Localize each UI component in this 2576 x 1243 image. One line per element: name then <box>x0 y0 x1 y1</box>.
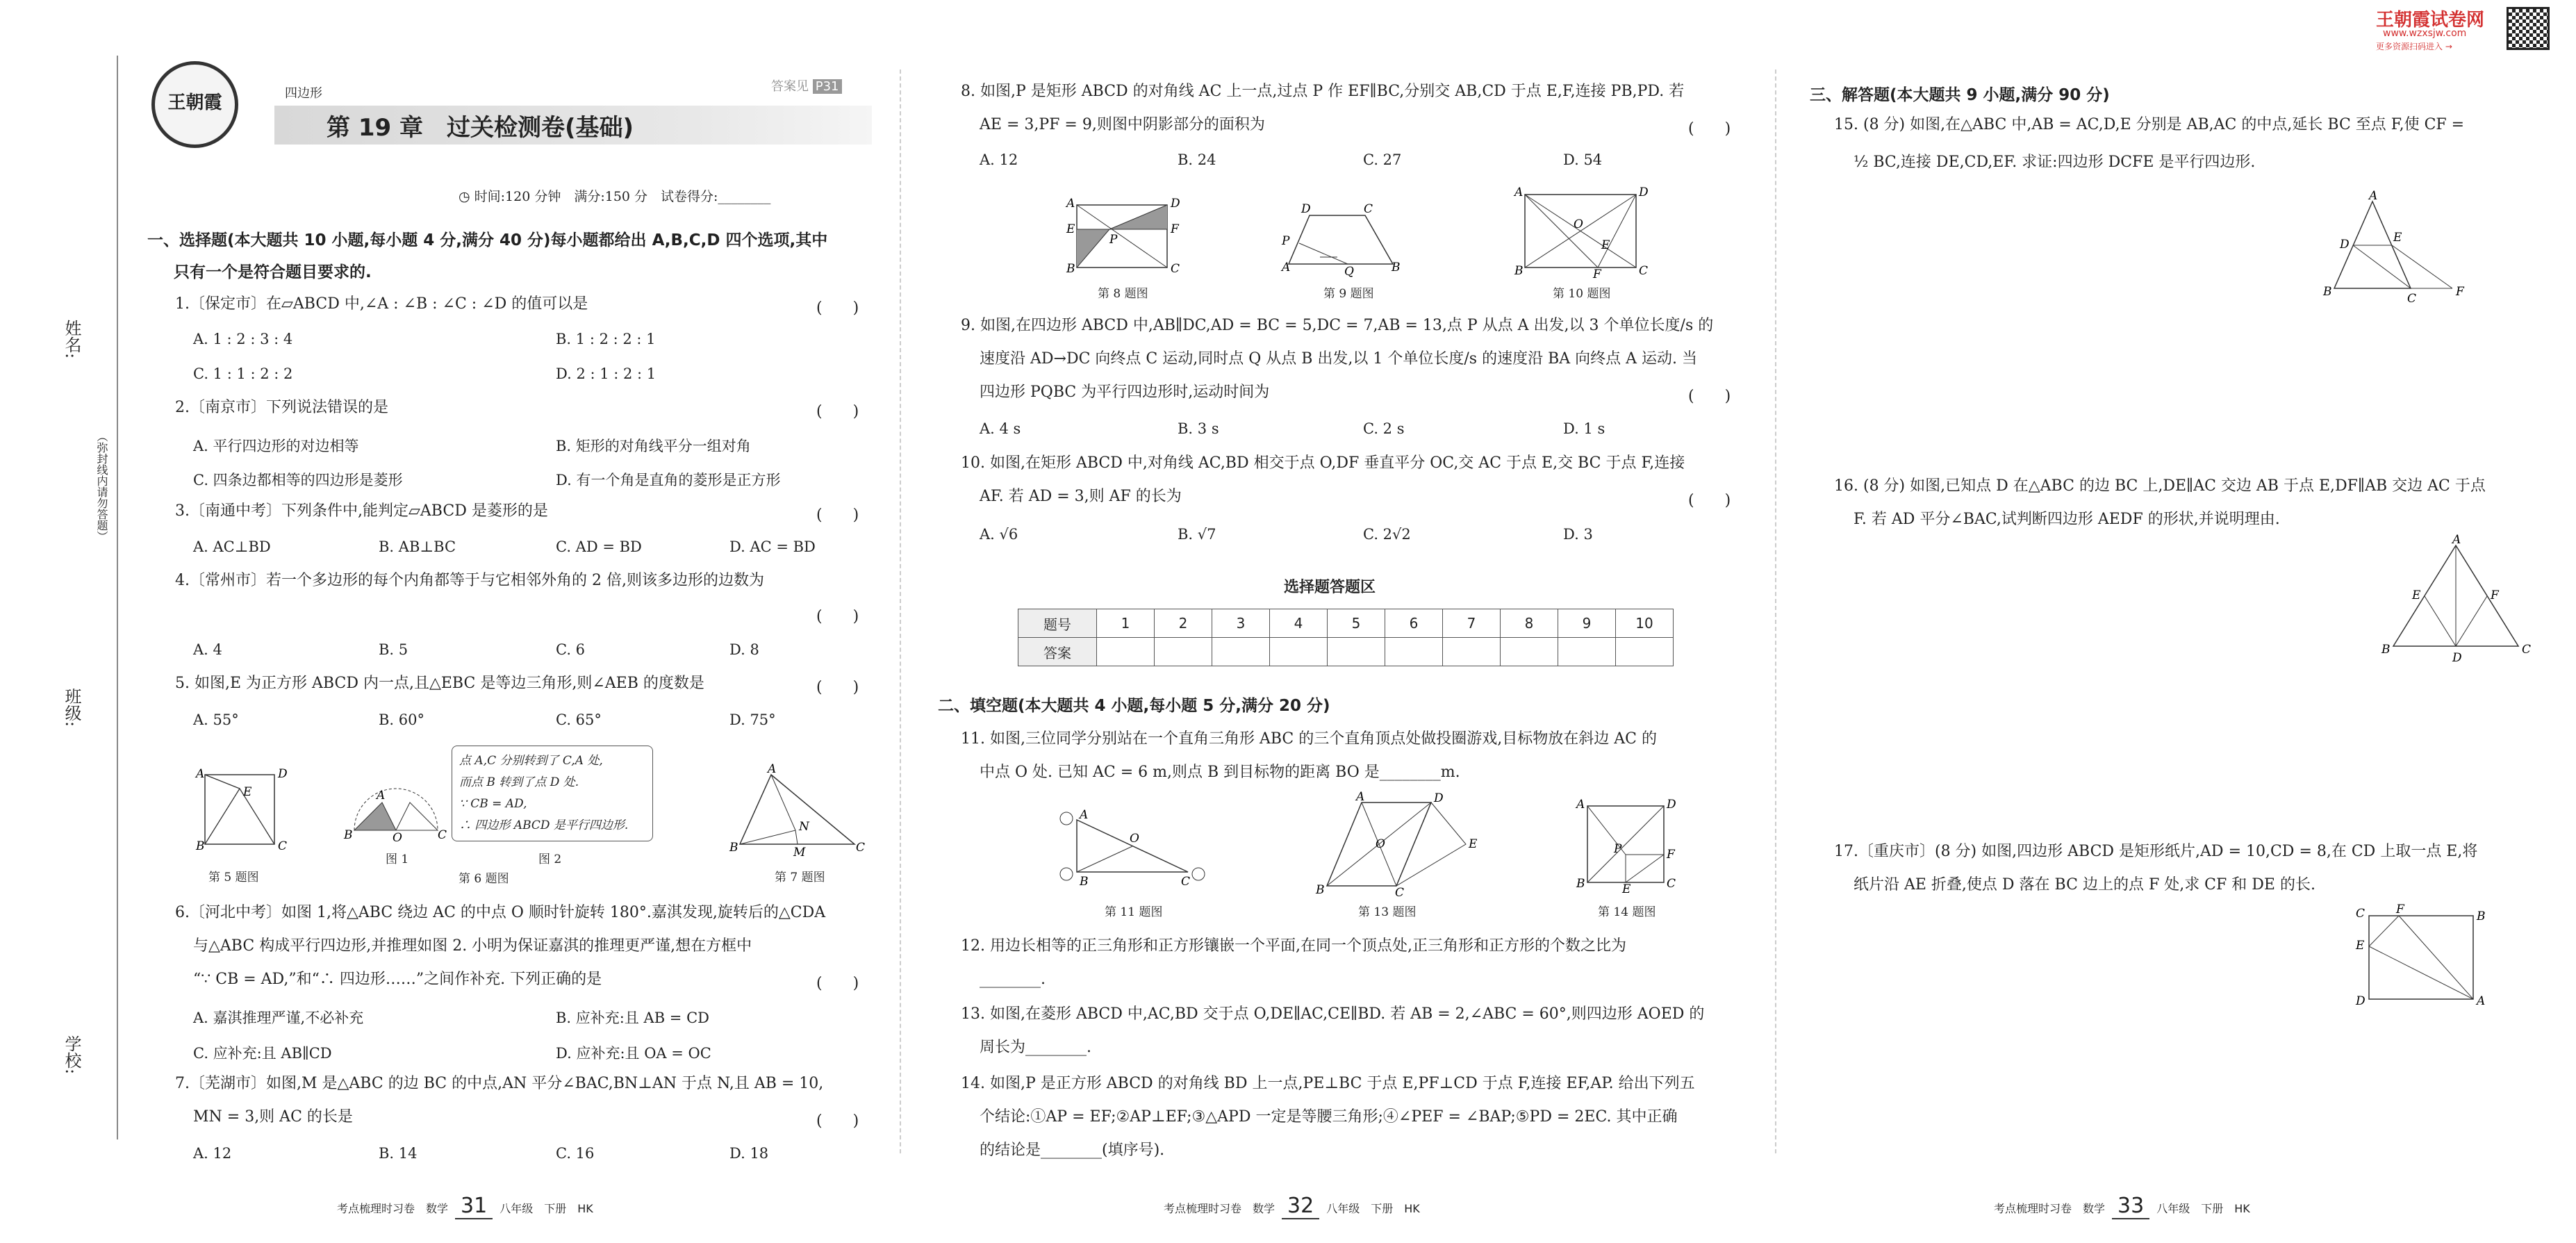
footer-right: 八年级 下册 HK <box>2156 1202 2250 1215</box>
site-tip: 更多资源扫码进入 → <box>2376 42 2452 51</box>
site-name: 王朝霞试卷网 <box>2376 10 2485 31</box>
footer-left: 考点梳理时习卷 数学 <box>1164 1202 1275 1215</box>
svg-text:D: D <box>1667 798 1676 812</box>
question-14-cont2: 的结论是________(填序号). <box>980 1142 1165 1159</box>
question-13-cont: 周长为________. <box>980 1039 1091 1056</box>
q6-option-a: A. 嘉淇推理严谨,不必补充 <box>193 1010 364 1026</box>
answer-cell[interactable] <box>1385 638 1443 666</box>
svg-text:E: E <box>2356 939 2365 953</box>
figure-q8 <box>1066 195 1184 281</box>
q9-option-a: A. 4 s <box>980 420 1021 437</box>
svg-text:B: B <box>1392 261 1401 274</box>
svg-text:C: C <box>1667 877 1676 891</box>
q7-option-b: B. 14 <box>379 1145 418 1162</box>
box-line-3: ∵ CB = AD, <box>459 797 527 811</box>
svg-text:F: F <box>2456 285 2464 299</box>
question-14: 14. 如图,P 是正方形 ABCD 的对角线 BD 上一点,PE⊥BC 于点 E,PF⊥CD 于点 F,连接 EF,AP. 给出下列五 <box>961 1075 1695 1092</box>
section-choice-heading: 一、选择题(本大题共 10 小题,每小题 4 分,满分 40 分)每小题都给出 A,B,C,D 四个选项,其中 <box>147 231 828 249</box>
answer-num: 1 <box>1097 609 1155 638</box>
question-16-cont: F. 若 AD 平分∠BAC,试判断四边形 AEDF 的形状,并说明理由. <box>1853 511 2280 528</box>
page-divider <box>1775 69 1776 1153</box>
svg-text:E: E <box>1469 837 1478 851</box>
question-9: 9. 如图,在四边形 ABCD 中,AB∥DC,AD = BC = 5,DC = 7,AB = 13,点 P 从点 A 出发,以 3 个单位长度/s 的 <box>961 317 1714 334</box>
section-fill-heading: 二、填空题(本大题共 4 小题,每小题 5 分,满分 20 分) <box>938 697 1330 715</box>
question-15: 15. (8 分) 如图,在△ABC 中,AB = AC,D,E 分别是 AB,AC 的中点,延长 BC 至点 F,使 CF = <box>1834 116 2465 133</box>
page-number: 32 <box>1282 1194 1319 1219</box>
svg-text:A: A <box>2452 533 2461 547</box>
svg-text:E: E <box>2412 588 2421 602</box>
page-divider <box>900 69 901 1153</box>
caption-f7: 第 7 题图 <box>775 871 825 884</box>
svg-text:B: B <box>1066 262 1075 276</box>
svg-text:E: E <box>1601 238 1610 252</box>
svg-text:B: B <box>344 828 353 842</box>
svg-text:O: O <box>393 831 402 845</box>
question-5: 5. 如图,E 为正方形 ABCD 内一点,且△EBC 是等边三角形,则∠AEB 的度数是 <box>175 675 704 692</box>
qr-code-icon[interactable] <box>2507 7 2550 50</box>
answer-paren: ( ) <box>816 507 859 524</box>
question-6-cont2: “∵ CB = AD,”和“∴ 四边形……”之间作补充. 下列正确的是 <box>193 971 602 988</box>
svg-text:D: D <box>1639 186 1649 199</box>
answer-row-head: 答案 <box>1018 638 1097 666</box>
q1-option-b: B. 1 : 2 : 2 : 1 <box>556 331 656 347</box>
question-11: 11. 如图,三位同学分别站在一个直角三角形 ABC 的三个直角顶点处做投圈游戏,目标物放在斜边 AC 的 <box>961 730 1657 748</box>
box-line-1: 点 A,C 分别转到了 C,A 处, <box>459 754 603 768</box>
footer-left: 考点梳理时习卷 数学 <box>1994 1202 2106 1215</box>
brand-name: 王朝霞 <box>167 92 222 113</box>
q9-option-b: B. 3 s <box>1178 420 1219 437</box>
q8-option-c: C. 27 <box>1363 151 1402 168</box>
svg-text:B: B <box>1514 264 1524 278</box>
answer-paren: ( ) <box>816 1112 859 1130</box>
answer-area-title: 选择题答题区 <box>1284 579 1376 596</box>
answer-ref-text: 答案见 <box>771 79 809 94</box>
svg-text:Q: Q <box>1344 265 1354 279</box>
binding-line <box>117 56 118 1139</box>
q1-option-c: C. 1 : 1 : 2 : 2 <box>193 365 293 382</box>
answer-paren: ( ) <box>1688 388 1731 405</box>
question-10: 10. 如图,在矩形 ABCD 中,对角线 AC,BD 相交于点 O,DF 垂直平分 OC,交 AC 于点 E,交 BC 于点 F,连接 <box>961 454 1685 472</box>
caption-f6a: 图 1 <box>386 853 409 866</box>
svg-text:C: C <box>438 828 447 842</box>
q5-option-d: D. 75° <box>729 711 776 728</box>
q8-option-a: A. 12 <box>980 151 1018 168</box>
svg-text:D: D <box>1434 791 1444 805</box>
q8-option-d: D. 54 <box>1563 151 1603 168</box>
answer-cell[interactable] <box>1270 638 1328 666</box>
class-label: 班级: <box>62 688 81 727</box>
svg-text:C: C <box>1395 886 1405 900</box>
svg-text:M: M <box>793 846 806 859</box>
answer-cell[interactable] <box>1097 638 1155 666</box>
figure-q17 <box>2352 903 2491 1017</box>
figure-q9 <box>1282 201 1421 281</box>
svg-text:F: F <box>1171 222 1179 236</box>
section-solve-heading: 三、解答题(本大题共 9 小题,满分 90 分) <box>1810 86 2110 104</box>
answer-num: 4 <box>1270 609 1328 638</box>
q3-option-a: A. AC⊥BD <box>193 538 271 555</box>
answer-paren: ( ) <box>816 975 859 992</box>
question-11-cont: 中点 O 处. 已知 AC = 6 m,则点 B 到目标物的距离 BO 是________m. <box>980 764 1460 781</box>
q10-option-b: B. √7 <box>1178 526 1216 543</box>
svg-text:N: N <box>799 820 809 834</box>
question-17: 17.〔重庆市〕(8 分) 如图,四边形 ABCD 是矩形纸片,AD = 10,CD = 8,在 CD 上取一点 E,将 <box>1834 843 2478 860</box>
svg-text:C: C <box>1181 875 1191 889</box>
svg-text:D: D <box>278 767 288 781</box>
chapter-tag: 四边形 <box>285 86 322 101</box>
footer-page-33 <box>1994 1194 2250 1218</box>
svg-text:D: D <box>1301 202 1311 216</box>
svg-text:A: A <box>196 767 205 781</box>
footer-page-32 <box>1164 1194 1420 1218</box>
svg-text:E: E <box>2393 231 2402 245</box>
answer-num: 10 <box>1616 609 1674 638</box>
answer-paren: ( ) <box>816 608 859 625</box>
exam-meta: ◷ 时间:120 分钟 满分:150 分 试卷得分:________ <box>459 189 771 204</box>
svg-text:A: A <box>2477 994 2486 1008</box>
q10-option-a: A. √6 <box>980 526 1018 543</box>
svg-text:C: C <box>2522 643 2532 657</box>
q2-option-c: C. 四条边都相等的四边形是菱形 <box>193 472 403 488</box>
question-4: 4.〔常州市〕若一个多边形的每个内角都等于与它相邻外角的 2 倍,则该多边形的边数为 <box>175 572 764 589</box>
q4-option-b: B. 5 <box>379 641 408 658</box>
question-6: 6.〔河北中考〕如图 1,将△ABC 绕边 AC 的中点 O 顺时针旋转 180°.嘉淇发现,旋转后的△CDA <box>175 904 826 921</box>
q4-option-a: A. 4 <box>193 641 222 658</box>
svg-text:F: F <box>1667 848 1675 862</box>
question-2: 2.〔南京市〕下列说法错误的是 <box>175 399 388 416</box>
svg-text:B: B <box>2381 643 2391 657</box>
question-8: 8. 如图,P 是矩形 ABCD 的对角线 AC 上一点,过点 P 作 EF∥BC,分别交 AB,CD 于点 E,F,连接 PB,PD. 若 <box>961 83 1685 100</box>
answer-table-row-numbers <box>1018 609 1674 638</box>
figure-q16 <box>2376 533 2532 670</box>
answer-paren: ( ) <box>1688 120 1731 138</box>
svg-text:B: B <box>1316 883 1325 897</box>
svg-text:C: C <box>1171 262 1180 276</box>
question-8-cont: AE = 3,PF = 9,则图中阴影部分的面积为 <box>980 116 1265 133</box>
figure-q14 <box>1574 796 1678 896</box>
q6-option-c: C. 应补充:且 AB∥CD <box>193 1045 332 1062</box>
figure-q7 <box>729 764 868 857</box>
page-number: 31 <box>455 1194 493 1219</box>
question-13: 13. 如图,在菱形 ABCD 中,AC,BD 交于点 O,DE∥AC,CE∥BD. 若 AB = 2,∠ABC = 60°,则四边形 AOED 的 <box>961 1005 1705 1023</box>
q10-option-d: D. 3 <box>1563 526 1593 543</box>
svg-text:A: A <box>1066 197 1075 211</box>
question-12-cont: ________. <box>980 971 1046 988</box>
answer-table-row-answers <box>1018 638 1674 666</box>
brand-logo <box>151 61 238 148</box>
q9-option-c: C. 2 s <box>1363 420 1405 437</box>
name-label: 姓名: <box>62 320 81 359</box>
svg-text:E: E <box>1066 222 1075 236</box>
svg-text:A: A <box>2369 189 2378 203</box>
svg-text:A: A <box>377 789 386 802</box>
answer-ref-page: P31 <box>813 79 842 94</box>
svg-text:B: B <box>1576 877 1585 891</box>
answer-cell[interactable] <box>1616 638 1674 666</box>
caption-f6b: 图 2 <box>538 853 562 866</box>
svg-text:A: A <box>768 762 777 776</box>
svg-text:C: C <box>278 839 288 853</box>
svg-text:F: F <box>1593 267 1601 281</box>
q6-option-b: B. 应补充:且 AB = CD <box>556 1010 709 1026</box>
answer-cell[interactable] <box>1155 638 1212 666</box>
section-choice-heading-cont: 只有一个是符合题目要求的. <box>174 263 372 281</box>
answer-cell[interactable] <box>1328 638 1385 666</box>
svg-text:C: C <box>2407 292 2417 306</box>
svg-text:D: D <box>2452 651 2462 665</box>
q7-option-a: A. 12 <box>193 1145 232 1162</box>
caption-f10: 第 10 题图 <box>1553 287 1611 301</box>
svg-text:C: C <box>1639 264 1649 278</box>
svg-text:B: B <box>2477 909 2486 923</box>
figure-q11 <box>1049 799 1209 899</box>
svg-text:A: A <box>1282 261 1291 274</box>
q10-option-c: C. 2√2 <box>1363 526 1411 543</box>
q2-option-a: A. 平行四边形的对边相等 <box>193 438 359 454</box>
svg-text:B: B <box>1080 875 1089 889</box>
question-15-cont: ½ BC,连接 DE,CD,EF. 求证:四边形 DCFE 是平行四边形. <box>1853 154 2256 171</box>
svg-text:B: B <box>196 839 205 853</box>
question-6-cont1: 与△ABC 构成平行四边形,并推理如图 2. 小明为保证嘉淇的推理更严谨,想在方框中 <box>193 937 752 955</box>
svg-text:B: B <box>729 841 738 855</box>
school-label: 学校: <box>62 1035 81 1075</box>
q1-option-a: A. 1 : 2 : 3 : 4 <box>193 331 293 347</box>
caption-f5: 第 5 题图 <box>208 871 259 884</box>
svg-text:A: A <box>1356 790 1365 804</box>
svg-text:B: B <box>2323 285 2332 299</box>
footer-page-31 <box>337 1194 593 1218</box>
figure-q6-1 <box>340 761 452 847</box>
caption-f11: 第 11 题图 <box>1105 905 1163 919</box>
q9-option-d: D. 1 s <box>1563 420 1605 437</box>
q4-option-d: D. 8 <box>729 641 759 658</box>
answer-num: 3 <box>1212 609 1270 638</box>
answer-num: 9 <box>1558 609 1616 638</box>
svg-text:F: F <box>2491 588 2499 602</box>
svg-text:O: O <box>1574 217 1583 231</box>
page-number: 33 <box>2112 1194 2149 1219</box>
page-title: 第 19 章 过关检测卷(基础) <box>327 114 634 142</box>
answer-row-head: 题号 <box>1018 609 1097 638</box>
q5-option-a: A. 55° <box>193 711 239 728</box>
q2-option-d: D. 有一个角是直角的菱形是正方形 <box>556 472 781 488</box>
answer-num: 6 <box>1385 609 1443 638</box>
q7-option-d: D. 18 <box>729 1145 769 1162</box>
svg-text:O: O <box>1376 837 1385 851</box>
svg-text:C: C <box>2356 907 2366 921</box>
footer-right: 八年级 下册 HK <box>1326 1202 1420 1215</box>
figure-q13 <box>1306 792 1487 899</box>
q7-option-c: C. 16 <box>556 1145 595 1162</box>
answer-num: 5 <box>1328 609 1385 638</box>
q3-option-b: B. AB⊥BC <box>379 538 456 555</box>
q5-option-c: C. 65° <box>556 711 602 728</box>
svg-text:D: D <box>1171 197 1180 211</box>
q8-option-b: B. 24 <box>1178 151 1216 168</box>
answer-paren: ( ) <box>816 299 859 317</box>
svg-text:P: P <box>1282 234 1290 248</box>
answer-cell[interactable] <box>1501 638 1558 666</box>
caption-f8: 第 8 题图 <box>1098 287 1148 301</box>
box-line-4: ∴ 四边形 ABCD 是平行四边形. <box>459 818 629 832</box>
question-7-cont: MN = 3,则 AC 的长是 <box>193 1108 353 1126</box>
figure-q5 <box>195 768 299 854</box>
figure-q10 <box>1511 188 1650 281</box>
answer-num: 8 <box>1501 609 1558 638</box>
q2-option-b: B. 矩形的对角线平分一组对角 <box>556 438 751 454</box>
q6-option-d: D. 应补充:且 OA = OC <box>556 1045 711 1062</box>
q1-option-d: D. 2 : 1 : 2 : 1 <box>556 365 657 382</box>
svg-text:F: F <box>2396 903 2404 916</box>
answer-paren: ( ) <box>816 403 859 420</box>
answer-paren: ( ) <box>1688 492 1731 509</box>
question-10-cont: AF. 若 AD = 3,则 AF 的长为 <box>980 488 1182 505</box>
question-7: 7.〔芜湖市〕如图,M 是△ABC 的边 BC 的中点,AN 平分∠BAC,BN⊥AN 于点 N,且 AB = 10, <box>175 1075 824 1092</box>
answer-cell[interactable] <box>1558 638 1616 666</box>
caption-f9: 第 9 题图 <box>1323 287 1374 301</box>
question-9-cont2: 四边形 PQBC 为平行四边形时,运动时间为 <box>980 384 1270 401</box>
site-url[interactable]: www.wzxsjw.com <box>2383 28 2467 39</box>
svg-text:A: A <box>1514 186 1524 199</box>
svg-text:C: C <box>856 841 866 855</box>
question-16: 16. (8 分) 如图,已知点 D 在△ABC 的边 BC 上,DE∥AC 交边 AB 于点 E,DF∥AB 交边 AC 于点 <box>1834 477 2486 495</box>
answer-paren: ( ) <box>816 679 859 696</box>
svg-text:D: D <box>2340 238 2350 252</box>
question-12: 12. 用边长相等的正三角形和正方形镶嵌一个平面,在同一个顶点处,正三角形和正方形的个数之比为 <box>961 937 1626 955</box>
answer-num: 2 <box>1155 609 1212 638</box>
svg-text:D: D <box>2356 994 2366 1008</box>
q3-option-c: C. AD = BD <box>556 538 642 555</box>
footer-right: 八年级 下册 HK <box>499 1202 593 1215</box>
question-17-cont: 纸片沿 AE 折叠,使点 D 落在 BC 边上的点 F 处,求 CF 和 DE 的长. <box>1853 876 2315 894</box>
question-3: 3.〔南通中考〕下列条件中,能判定▱ABCD 是菱形的是 <box>175 502 548 520</box>
figure-q15 <box>2313 191 2480 312</box>
q4-option-c: C. 6 <box>556 641 586 658</box>
svg-text:A: A <box>1080 808 1089 822</box>
answer-num: 7 <box>1443 609 1501 638</box>
svg-text:P: P <box>1109 233 1118 247</box>
question-14-cont1: 个结论:①AP = EF;②AP⊥EF;③△APD 一定是等腰三角形;④∠PEF = ∠BAP;⑤PD = 2EC. 其中正确 <box>980 1108 1678 1126</box>
svg-text:C: C <box>1364 202 1373 216</box>
answer-cell[interactable] <box>1212 638 1270 666</box>
caption-f6: 第 6 题图 <box>459 872 509 886</box>
svg-text:O: O <box>1130 832 1139 846</box>
svg-text:E: E <box>243 785 252 799</box>
q3-option-d: D. AC = BD <box>729 538 816 555</box>
caption-f14: 第 14 题图 <box>1598 905 1656 919</box>
reasoning-box <box>452 746 653 841</box>
q5-option-b: B. 60° <box>379 711 425 728</box>
svg-text:E: E <box>1622 882 1631 896</box>
box-line-2: 而点 B 转到了点 D 处. <box>459 775 579 789</box>
fold-notice: （弥封线内请勿答题） <box>95 431 108 542</box>
answer-cell[interactable] <box>1443 638 1501 666</box>
svg-text:P: P <box>1614 842 1622 856</box>
caption-f13: 第 13 题图 <box>1358 905 1417 919</box>
footer-left: 考点梳理时习卷 数学 <box>337 1202 449 1215</box>
question-9-cont1: 速度沿 AD→DC 向终点 C 运动,同时点 Q 从点 B 出发,以 1 个单位长度/s 的速度沿 BA 向终点 A 运动. 当 <box>980 350 1697 368</box>
answer-table <box>1018 609 1674 666</box>
answer-ref <box>771 76 842 94</box>
question-1: 1.〔保定市〕在▱ABCD 中,∠A : ∠B : ∠C : ∠D 的值可以是 <box>175 295 588 313</box>
svg-text:A: A <box>1576 798 1585 812</box>
